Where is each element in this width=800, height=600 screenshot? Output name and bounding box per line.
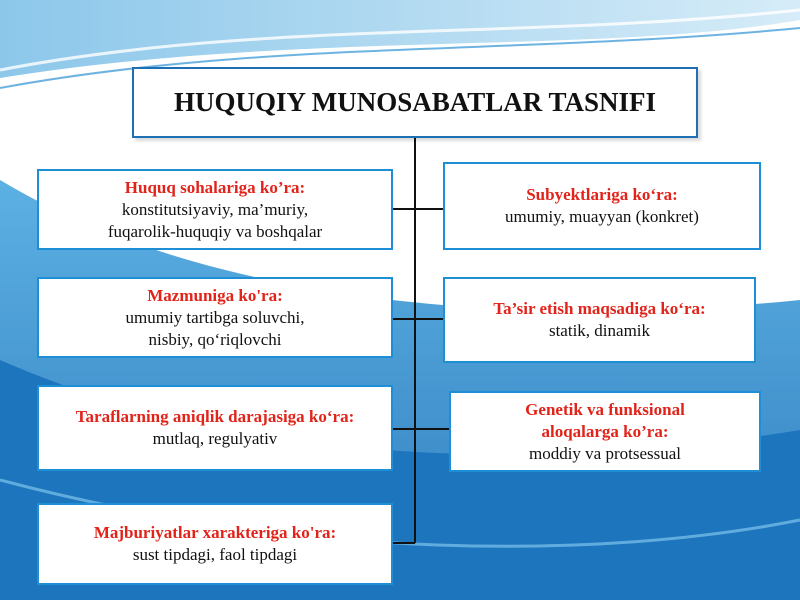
box-majburiyatlar bbox=[37, 503, 393, 585]
box-heading: Huquq sohalariga ko’ra: bbox=[124, 177, 306, 197]
diagram-title: HUQUQIY MUNOSABATLAR TASNIFI bbox=[132, 67, 698, 138]
box-body: mutlaq, regulyativ bbox=[152, 429, 278, 448]
box-genetik-funksional bbox=[449, 391, 761, 472]
box-heading: Genetik va funksional aloqalarga ko’ra: bbox=[525, 399, 685, 441]
box-body: moddiy va protsessual bbox=[528, 443, 682, 463]
box-heading: Taraflarning aniqlik darajasiga ko‘ra: bbox=[75, 407, 355, 426]
box-body: konstitutsiyaviy, ma’muriy, fuqarolik-huquqiy va boshqalar bbox=[107, 199, 323, 241]
box-heading: Ta’sir etish maqsadiga ko‘ra: bbox=[493, 299, 706, 318]
box-body: umumiy, muayyan (konkret) bbox=[505, 207, 699, 226]
box-body: statik, dinamik bbox=[548, 321, 651, 340]
box-heading: Majburiyatlar xarakteriga ko'ra: bbox=[93, 523, 337, 542]
box-tasir-maqsadi bbox=[443, 277, 756, 363]
box-subyektlar bbox=[443, 162, 761, 250]
box-body: sust tipdagi, faol tipdagi bbox=[132, 545, 298, 564]
box-body: umumiy tartibga soluvchi, nisbiy, qo‘riqlovchi bbox=[125, 307, 305, 349]
box-heading: Mazmuniga ko'ra: bbox=[147, 285, 283, 305]
box-huquq-sohalari bbox=[37, 169, 393, 250]
box-aniqlik-darajasi bbox=[37, 385, 393, 471]
box-mazmuni bbox=[37, 277, 393, 358]
box-heading: Subyektlariga ko‘ra: bbox=[526, 185, 678, 204]
